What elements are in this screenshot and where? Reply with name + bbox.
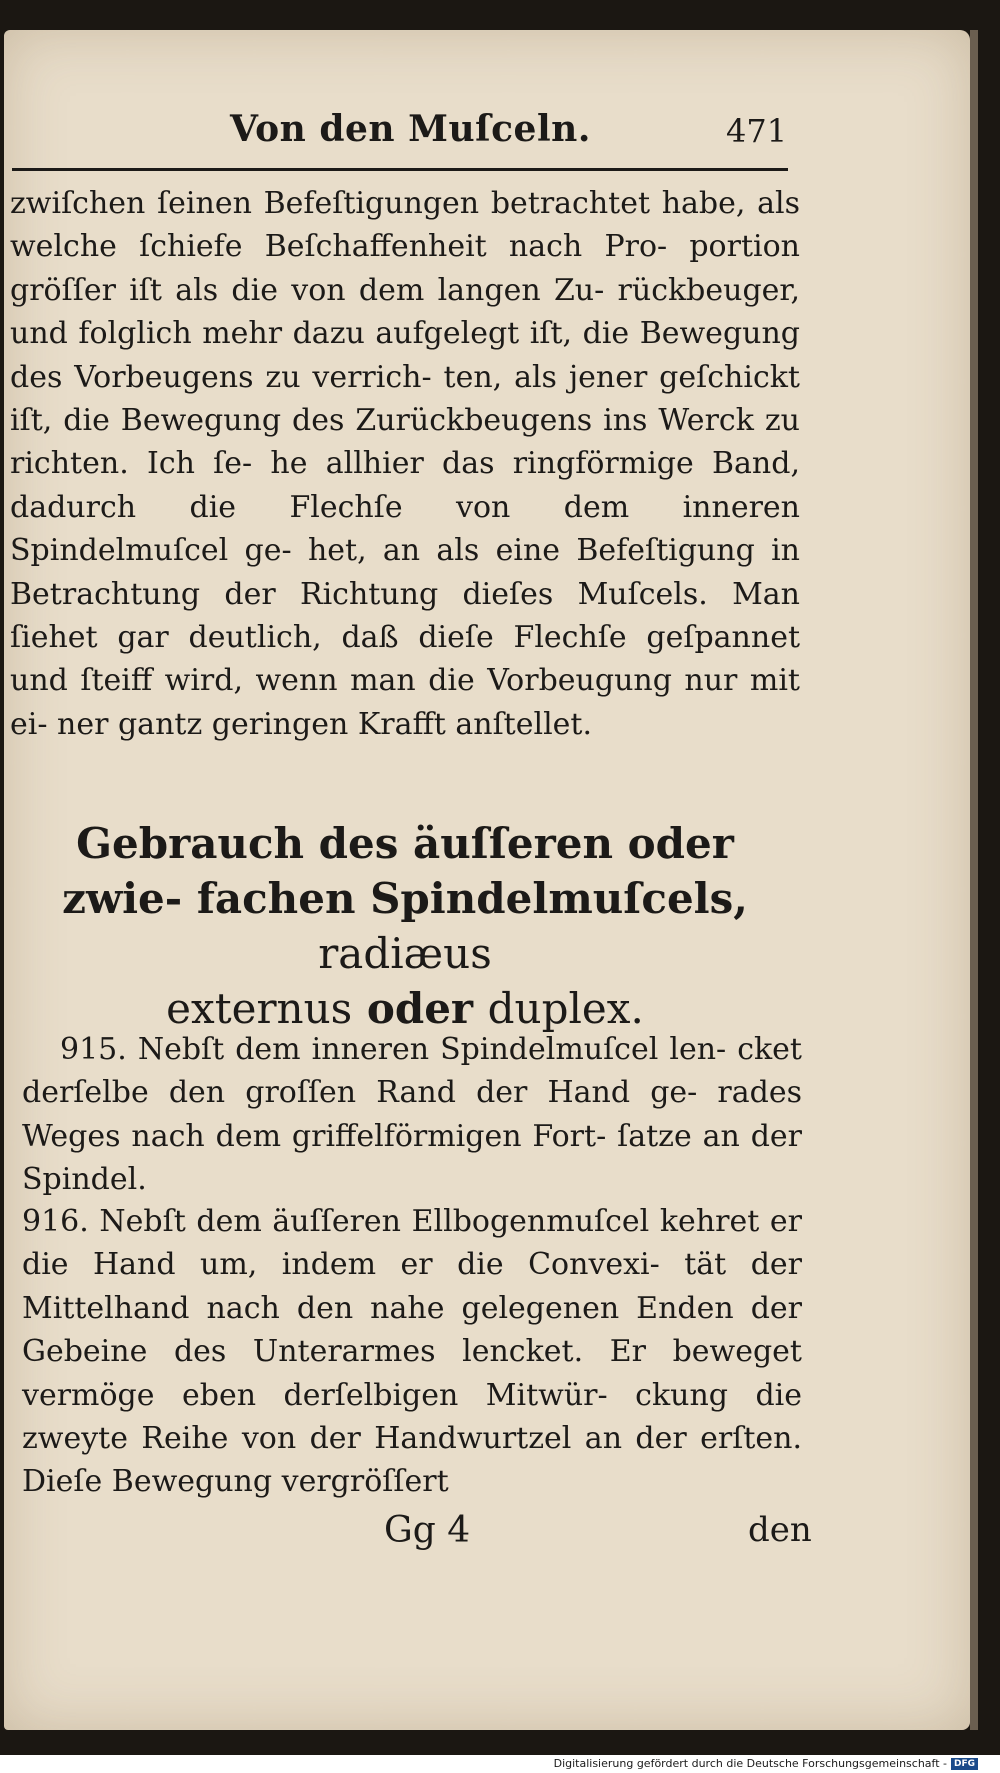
header-rule	[12, 168, 788, 171]
paragraph-continuation: zwiſchen ſeinen Befeſtigungen betrachtet habe, als welche ſchiefe Beſchaffenheit nach Pro- portion gröſſer iſt als die von dem langen Zu- rückbeuger, und folglich mehr dazu aufgelegt iſt, die Bewegung des Vorbeugens zu verrich- ten, als jener geſchickt iſt, die Bewegung des Zurückbeugens ins Werck zu richten. Ich ſe- he allhier das ringförmige Band, dadurch die Flechſe von dem inneren Spindelmuſcel ge- het, an als eine Befeſtigung in Betrachtung der Richtung dieſes Muſcels. Man ſiehet gar deutlich, daß dieſe Flechſe geſpannet und ſteiff wird, wenn man die Vorbeugung nur mit ei- ner gantz geringen Krafft anſtellet.	[10, 186, 800, 742]
running-title: Von den Muſceln.	[230, 108, 591, 150]
digitization-credit	[554, 1757, 978, 1770]
heading-latin-3: duplex.	[487, 984, 644, 1033]
dfg-logo: DFG	[951, 1758, 978, 1770]
heading-german: Gebrauch des äuſſeren oder zwie- fachen Spindelmuſcels,	[62, 819, 748, 923]
section-heading	[10, 816, 800, 1036]
heading-latin-1: radiæus	[318, 929, 492, 978]
heading-latin-2: externus	[166, 984, 353, 1033]
page-number: 471	[726, 112, 788, 150]
paragraph-915: 915. Nebſt dem inneren Spindelmuſcel len- cket derſelbe den groſſen Rand der Hand ge- rades Weges nach dem griffelförmigen Fort- ſatze an der Spindel.	[22, 1032, 802, 1198]
page-edge	[970, 30, 978, 1730]
paragraph-916: 916. Nebſt dem äuſſeren Ellbogenmuſcel kehret er die Hand um, indem er die Convexi- tät der Mittelhand nach den nahe gelegenen Enden der Gebeine des Unterarmes lencket. Er beweget vermöge eben derſelbigen Mitwür- ckung die zweyte Reihe von der Handwurtzel an der erſten. Dieſe Bewegung vergröſſert	[22, 1204, 802, 1500]
heading-oder: oder	[366, 984, 474, 1033]
catchword: den	[748, 1510, 812, 1550]
signature-mark: Gg 4	[384, 1510, 471, 1551]
credit-text: Digitalisierung gefördert durch die Deutsche Forschungsgemeinschaft -	[553, 1757, 947, 1770]
